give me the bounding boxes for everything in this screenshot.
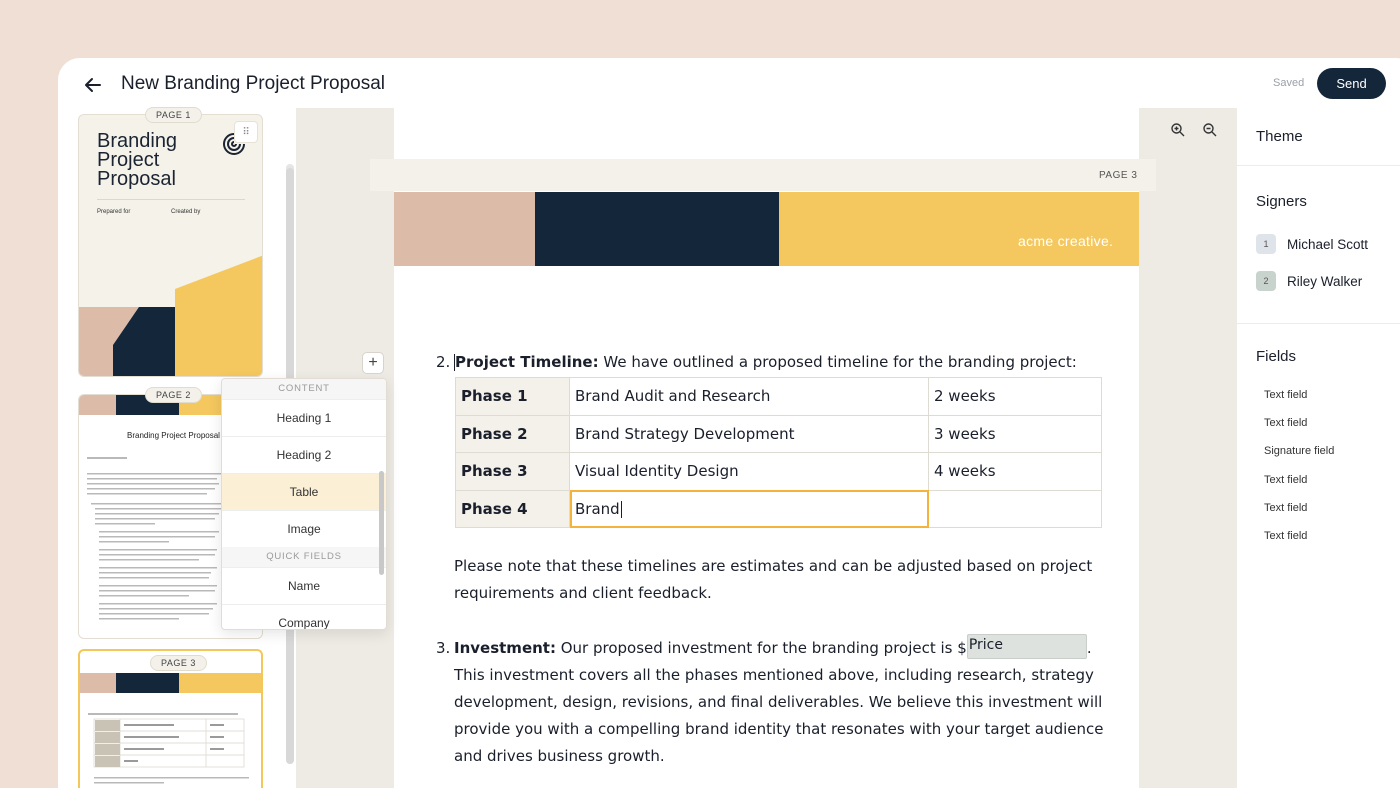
- timeline-table[interactable]: [455, 377, 1102, 528]
- signer-name: Michael Scott: [1287, 236, 1369, 252]
- timeline-note[interactable]: Please note that these timelines are estimates and can be adjusted based on project requirements and client feedback.: [454, 557, 1093, 602]
- menu-scrollbar[interactable]: [379, 471, 384, 575]
- zoom-out-icon[interactable]: [1202, 122, 1218, 138]
- cover-graphic: [79, 255, 263, 377]
- menu-item-heading-2[interactable]: Heading 2: [222, 436, 386, 473]
- timeline-paragraph[interactable]: Project Timeline: We have outlined a proposed timeline for the branding project:: [455, 353, 1077, 371]
- page-tag-1: PAGE 1: [145, 107, 202, 123]
- send-button[interactable]: Send: [1317, 68, 1386, 99]
- table-cell-duration[interactable]: 2 weeks: [929, 378, 1102, 416]
- table-row: [456, 453, 1102, 491]
- thumbnail-heading: Branding Project Proposal: [127, 431, 220, 440]
- page-separator: [370, 159, 1156, 191]
- banner-block-navy: [535, 192, 779, 266]
- field-text[interactable]: Text field: [1264, 530, 1308, 542]
- field-text[interactable]: Text field: [1264, 417, 1308, 429]
- banner-block-yellow: [779, 192, 1139, 266]
- page-tag-2: PAGE 2: [145, 387, 202, 403]
- prepared-for-label: Prepared for: [97, 209, 131, 215]
- plus-icon: +: [368, 354, 378, 371]
- signer-item[interactable]: [1256, 234, 1368, 254]
- table-row: [456, 378, 1102, 416]
- menu-item-company[interactable]: Company: [222, 604, 386, 630]
- document-title[interactable]: New Branding Project Proposal: [121, 73, 386, 94]
- list-number-2: 2.: [436, 353, 451, 371]
- list-number-3: 3.: [436, 639, 451, 657]
- menu-section-quick-fields: QUICK FIELDS: [222, 547, 386, 567]
- table-row: [456, 490, 1102, 528]
- text-caret: [621, 501, 622, 518]
- thumbnail-banner: [80, 673, 263, 693]
- signer-item[interactable]: [1256, 271, 1362, 291]
- menu-section-content: CONTENT: [222, 379, 386, 399]
- table-cell-phase[interactable]: Phase 4: [456, 490, 570, 528]
- created-by-label: Created by: [171, 209, 201, 215]
- table-cell-phase[interactable]: Phase 3: [456, 453, 570, 491]
- thumbnail-title: Branding Project Proposal: [97, 130, 178, 190]
- table-cell-task[interactable]: Brand Audit and Research: [570, 378, 929, 416]
- investment-label: Investment:: [454, 639, 556, 657]
- app-window: [58, 58, 1400, 788]
- signer-name: Riley Walker: [1287, 273, 1363, 289]
- field-signature[interactable]: Signature field: [1264, 445, 1335, 457]
- table-cell-duration[interactable]: 4 weeks: [929, 453, 1102, 491]
- signer-number-badge: 1: [1256, 234, 1276, 254]
- investment-body: This investment covers all the phases mentioned above, including research, strategy development, design, revisions, and final deliverables. We believe this investment will provide you with a compelling brand identity that resonates with your target audience and drives business growth.: [454, 666, 1104, 765]
- table-cell-phase[interactable]: Phase 2: [456, 415, 570, 453]
- field-text[interactable]: Text field: [1264, 389, 1308, 401]
- brand-name: acme creative.: [1018, 233, 1114, 249]
- banner-block-blush: [394, 192, 535, 266]
- theme-heading[interactable]: Theme: [1256, 128, 1303, 145]
- table-cell-duration[interactable]: [929, 490, 1102, 528]
- fields-heading: Fields: [1256, 348, 1297, 365]
- timeline-label: Project Timeline:: [455, 353, 599, 371]
- zoom-in-icon[interactable]: [1170, 122, 1186, 138]
- menu-item-heading-1[interactable]: Heading 1: [222, 399, 386, 436]
- menu-item-table[interactable]: Table: [222, 473, 386, 510]
- drag-handle-icon[interactable]: ⠿: [234, 121, 258, 143]
- menu-item-image[interactable]: Image: [222, 510, 386, 547]
- divider: [97, 199, 245, 200]
- signer-number-badge: 2: [1256, 271, 1276, 291]
- right-sidebar: [1237, 108, 1400, 788]
- table-row: [456, 415, 1102, 453]
- thumbnail-text-lines: [87, 455, 237, 635]
- page-thumbnail-1[interactable]: [78, 114, 263, 377]
- investment-paragraph[interactable]: Investment: Our proposed investment for the branding project is $ Price . This investment covers all the phases mentioned above, including research, strategy development, design, revisions, and final deliverables. We believe this investment will provide you with a compelling brand identity that resonates with your target audience and drives business growth.: [454, 635, 1104, 770]
- add-block-button[interactable]: [362, 352, 384, 374]
- page-label: PAGE 3: [1099, 170, 1138, 181]
- thumbnail-table: [88, 711, 258, 788]
- signers-heading: Signers: [1256, 193, 1307, 210]
- table-cell-task-editing[interactable]: Brand: [570, 490, 929, 528]
- table-cell-duration[interactable]: 3 weeks: [929, 415, 1102, 453]
- field-text[interactable]: Text field: [1264, 502, 1308, 514]
- insert-menu: [221, 378, 387, 630]
- table-cell-task[interactable]: Visual Identity Design: [570, 453, 929, 491]
- price-field[interactable]: Price: [967, 634, 1087, 659]
- page-tag-3: PAGE 3: [150, 655, 207, 671]
- divider: [1237, 323, 1400, 324]
- back-arrow-icon: [83, 75, 103, 95]
- save-status: Saved: [1273, 77, 1305, 89]
- divider: [1237, 165, 1400, 166]
- table-cell-phase[interactable]: Phase 1: [456, 378, 570, 416]
- menu-item-name[interactable]: Name: [222, 567, 386, 604]
- field-text[interactable]: Text field: [1264, 474, 1308, 486]
- table-cell-task[interactable]: Brand Strategy Development: [570, 415, 929, 453]
- back-button[interactable]: [80, 72, 106, 98]
